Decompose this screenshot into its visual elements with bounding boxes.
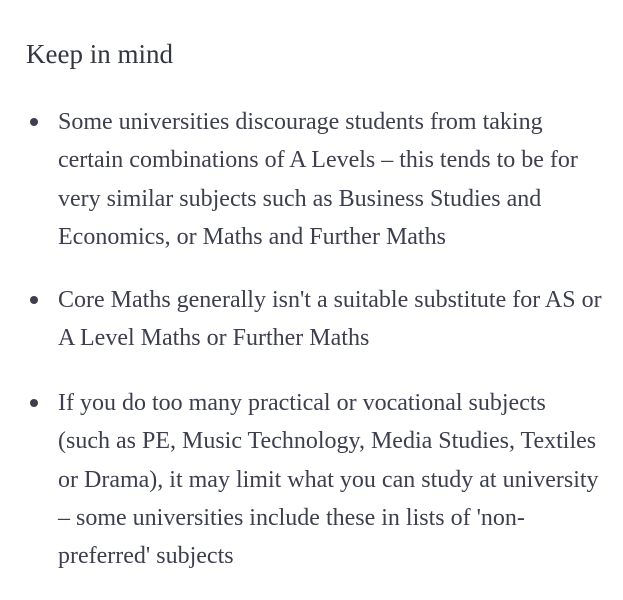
list-item-text: Some universities discourage students from taking certain combinations of A Levels – this tends to be for very similar subjects such as Business Studies and Economics, or Maths and Further Maths xyxy=(58,109,578,250)
section-heading: Keep in mind xyxy=(26,39,173,69)
bullet-icon xyxy=(30,399,38,407)
list-item xyxy=(58,384,603,575)
bullet-icon xyxy=(30,118,38,126)
list-item xyxy=(58,103,603,256)
list-item-text: Core Maths generally isn't a suitable substitute for AS or A Level Maths or Further Maths xyxy=(58,287,602,352)
list-item-text: If you do too many practical or vocational subjects (such as PE, Music Technology, Media Studies, Textiles or Drama), it may limit what you can study at university – some universities include these in lists of 'non-preferred' subjects xyxy=(58,390,599,570)
list-item xyxy=(58,281,603,358)
bullet-icon xyxy=(30,296,38,304)
